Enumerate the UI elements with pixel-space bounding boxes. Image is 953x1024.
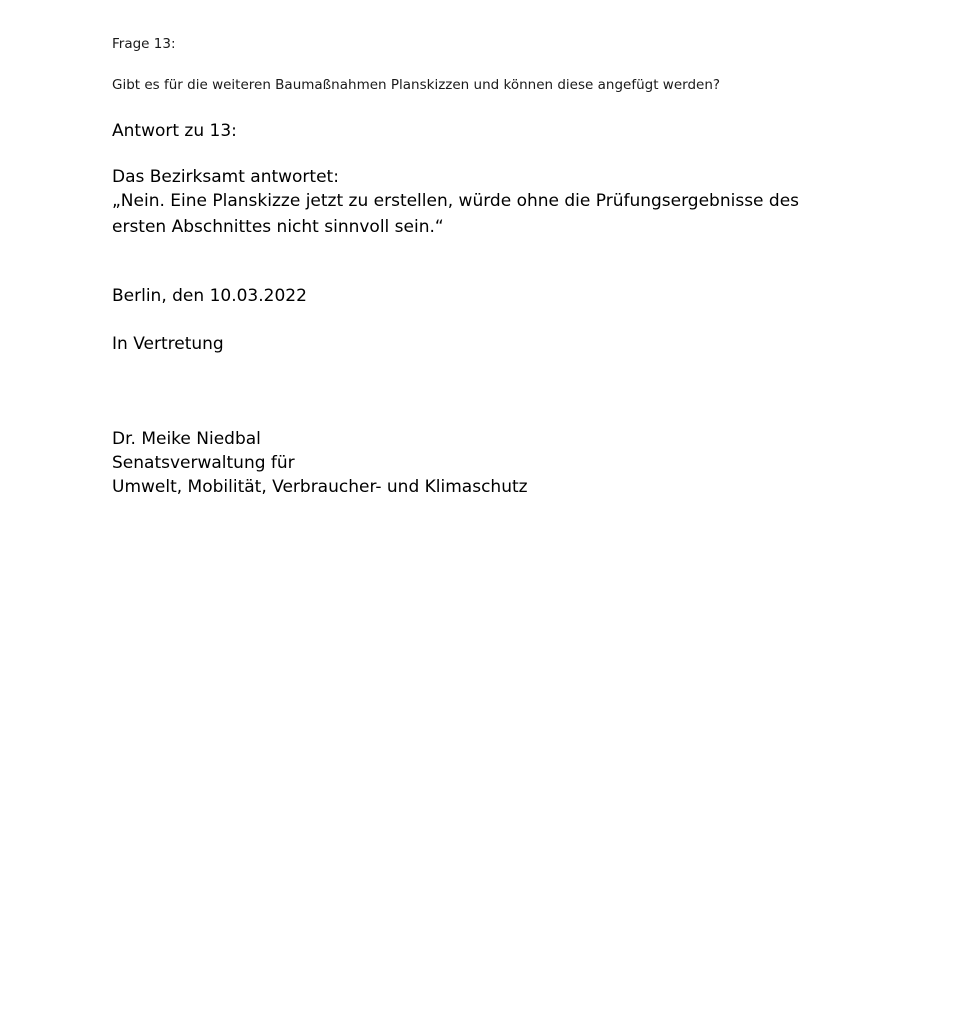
representation-note: In Vertretung [112, 334, 224, 354]
signatory-org-line-2: Umwelt, Mobilität, Verbraucher- und Klimaschutz [112, 477, 528, 497]
signatory-name: Dr. Meike Niedbal [112, 429, 261, 449]
answer-intro: Das Bezirksamt antwortet: [112, 167, 339, 187]
answer-quote-line-2: ersten Abschnittes nicht sinnvoll sein.“ [112, 217, 444, 237]
question-text: Gibt es für die weiteren Baumaßnahmen Planskizzen und können diese angefügt werden? [112, 77, 721, 93]
signatory-org-line-1: Senatsverwaltung für [112, 453, 295, 473]
answer-quote-line-1: „Nein. Eine Planskizze jetzt zu erstellen, würde ohne die Prüfungsergebnisse des [112, 191, 800, 211]
question-label: Frage 13: [112, 36, 176, 52]
answer-label: Antwort zu 13: [112, 121, 237, 141]
place-date: Berlin, den 10.03.2022 [112, 286, 307, 306]
